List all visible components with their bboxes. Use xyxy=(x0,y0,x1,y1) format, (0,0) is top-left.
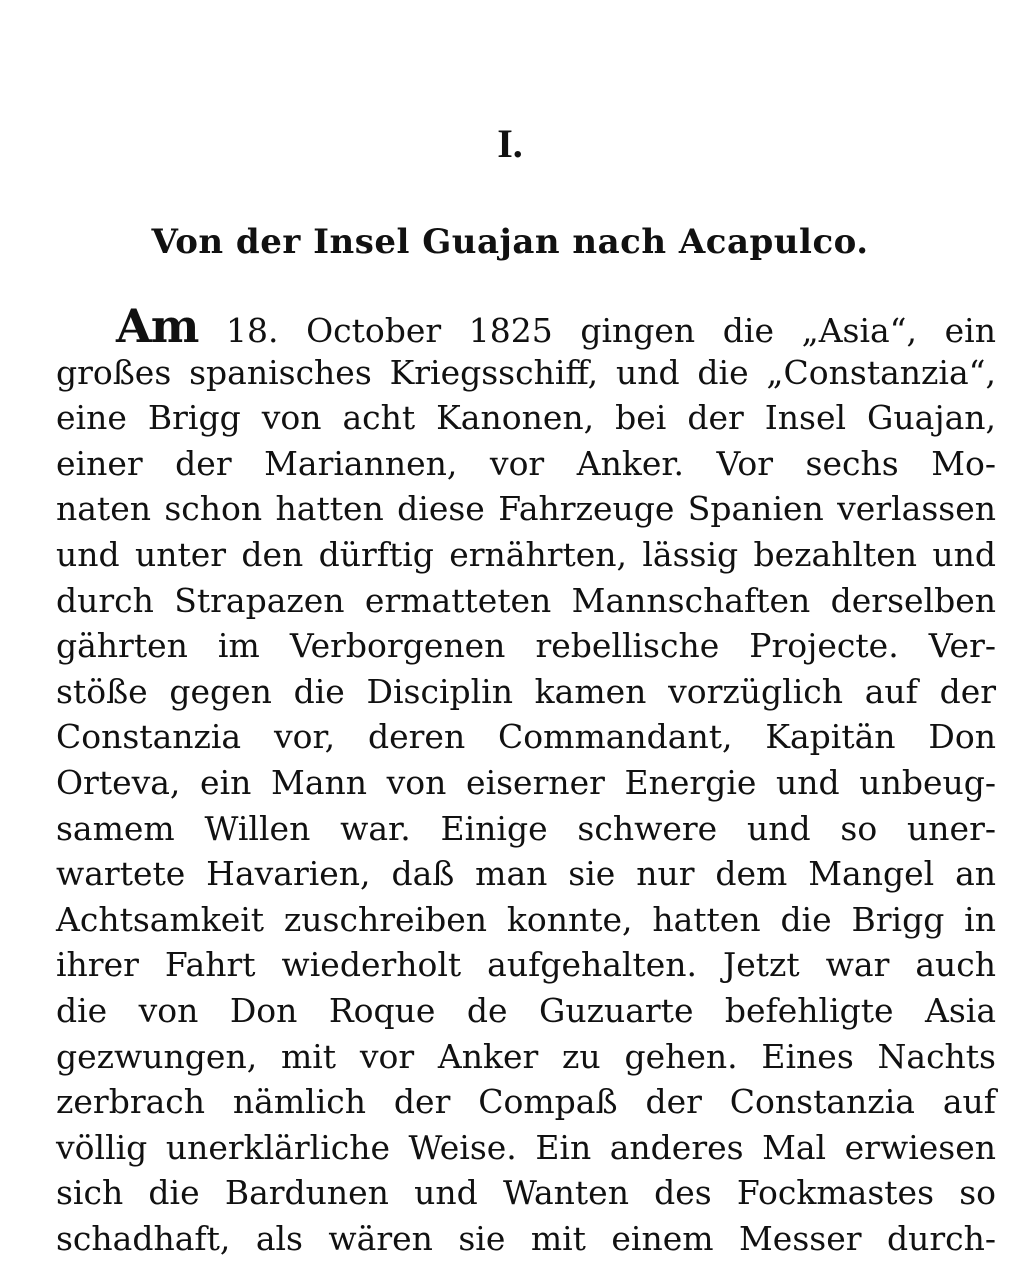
text-line: einer der Mariannen, vor Anker. Vor sechs Mo- xyxy=(56,443,996,483)
text-line: zerbrach nämlich der Compaß der Constanzia auf xyxy=(56,1082,996,1122)
text-line: großes spanisches Kriegsschiff, und die „Constanzia“, xyxy=(56,352,996,392)
text-line: wartete Havarien, daß man sie nur dem Mangel an xyxy=(56,854,996,894)
text-line-first xyxy=(56,299,996,353)
body-text xyxy=(56,299,996,1261)
text-line: gezwungen, mit vor Anker zu gehen. Eines Nachts xyxy=(56,1036,996,1076)
text-line: gährten im Verborgenen rebellische Projecte. Ver- xyxy=(56,626,996,666)
text-line: völlig unerklärliche Weise. Ein anderes Mal erwiesen xyxy=(56,1127,996,1167)
initial-word: Am xyxy=(116,299,199,353)
text-line: sich die Bardunen und Wanten des Fockmastes so xyxy=(56,1173,996,1213)
text-line: stöße gegen die Disciplin kamen vorzüglich auf der xyxy=(56,671,996,711)
text-line: Constanzia vor, deren Commandant, Kapitän Don xyxy=(56,717,996,757)
text-line: ihrer Fahrt wiederholt aufgehalten. Jetzt war auch xyxy=(56,945,996,985)
text-line: durch Strapazen ermatteten Mannschaften derselben xyxy=(56,580,996,620)
text-line: samem Willen war. Einige schwere und so uner- xyxy=(56,808,996,848)
text-line: Orteva, ein Mann von eiserner Energie und unbeug- xyxy=(56,762,996,802)
text-line: Achtsamkeit zuschreiben konnte, hatten die Brigg in xyxy=(56,899,996,939)
text-line: eine Brigg von acht Kanonen, bei der Insel Guajan, xyxy=(56,398,996,438)
text-line: schadhaft, als wären sie mit einem Messer durch- xyxy=(56,1218,996,1258)
first-line-rest: 18. October 1825 gingen die „Asia“, ein xyxy=(225,311,996,350)
text-line: die von Don Roque de Guzuarte befehligte Asia xyxy=(56,990,996,1030)
chapter-title: Von der Insel Guajan nach Acapulco. xyxy=(151,222,869,262)
chapter-number: I. xyxy=(497,121,523,166)
text-line: und unter den dürftig ernährten, lässig bezahlten und xyxy=(56,534,996,574)
text-line: naten schon hatten diese Fahrzeuge Spanien verlassen xyxy=(56,489,996,529)
